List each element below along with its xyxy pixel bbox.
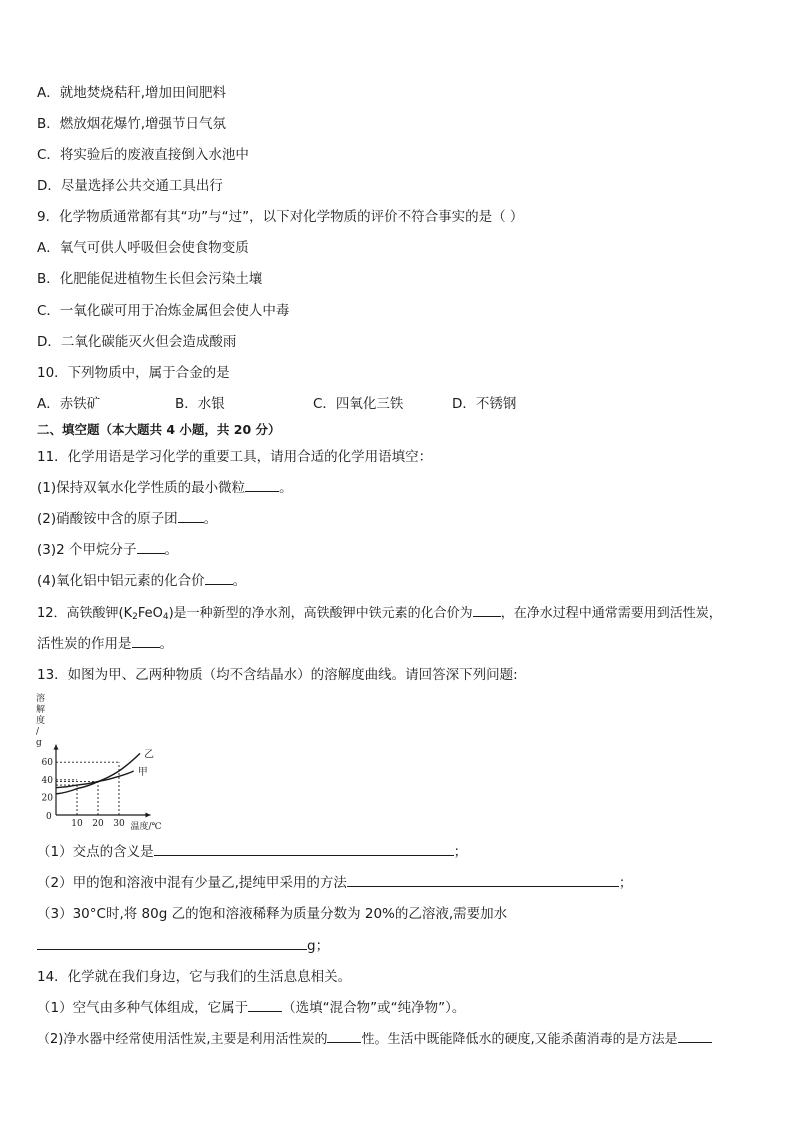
q14-part-2 bbox=[37, 1030, 712, 1049]
answer-blank[interactable] bbox=[132, 635, 160, 648]
q10-option-a: A．赤铁矿 bbox=[37, 396, 101, 412]
q11-part-3 bbox=[37, 541, 178, 559]
x-axis-label: 温度/℃ bbox=[130, 822, 162, 832]
q13-part-3-end: g； bbox=[307, 938, 330, 954]
answer-blank[interactable] bbox=[205, 572, 233, 585]
q10-option-c: C．四氧化三铁 bbox=[313, 396, 404, 412]
y-tick-label: 20 bbox=[41, 793, 53, 804]
q10-option-b: B．水银 bbox=[175, 396, 225, 412]
q11-part-4-text: (4)氧化铝中铝元素的化合价 bbox=[37, 573, 205, 589]
q13-part-2-end: ； bbox=[618, 875, 633, 891]
q12-text-2: FeO bbox=[137, 606, 163, 621]
y-axis-arrow bbox=[54, 745, 59, 750]
q12-line-2-end: 。 bbox=[159, 636, 173, 652]
answer-blank[interactable] bbox=[178, 510, 204, 523]
y-axis-label-char: 溶 bbox=[36, 694, 46, 704]
q9-stem: 9．化学物质通常都有其“功”与“过”，以下对化学物质的评价不符合事实的是（ ） bbox=[37, 209, 524, 225]
q11-part-1 bbox=[37, 479, 293, 497]
q13-part-1-text: （1）交点的含义是 bbox=[37, 844, 154, 860]
q14-part-1-rest: （选填“混合物”或“纯净物”）。 bbox=[282, 1000, 466, 1016]
q12-subscript-2: 4 bbox=[162, 612, 169, 622]
q9-option-a: A．氧气可供人呼吸但会使食物变质 bbox=[37, 240, 249, 256]
q10-option-d: D．不锈钢 bbox=[452, 396, 517, 412]
q14-part-2-rest: 性。生活中既能降低水的硬度,又能杀菌消毒的是方法是 bbox=[361, 1032, 678, 1047]
q12-line-2-text: 活性炭的作用是 bbox=[37, 636, 132, 652]
answer-blank[interactable] bbox=[137, 541, 165, 554]
origin-label: 0 bbox=[46, 812, 52, 822]
q11-part-1-end: 。 bbox=[279, 480, 293, 496]
q11-part-2-end: 。 bbox=[203, 511, 218, 527]
y-axis-label-char: / bbox=[36, 727, 40, 737]
q8-option-a: A．就地焚烧秸秆,增加田间肥料 bbox=[37, 85, 227, 101]
answer-blank[interactable] bbox=[37, 937, 307, 950]
answer-blank[interactable] bbox=[327, 1030, 361, 1043]
solubility-chart bbox=[32, 692, 192, 832]
q14-part-2-text: （2)净水器中经常使用活性炭,主要是利用活性炭的 bbox=[37, 1032, 328, 1047]
answer-blank[interactable] bbox=[347, 874, 619, 887]
q11-part-3-text: (3)2 个甲烷分子 bbox=[37, 542, 137, 558]
answer-blank[interactable] bbox=[678, 1030, 712, 1043]
q12-subscript-1: 2 bbox=[132, 612, 138, 622]
y-tick-label: 60 bbox=[41, 758, 53, 769]
x-tick-label: 10 bbox=[71, 819, 83, 829]
q12-text-1: 12．高铁酸钾(K bbox=[37, 606, 133, 621]
y-axis-label-char: g bbox=[36, 738, 42, 748]
series-line-jia bbox=[56, 771, 134, 788]
series-label-yi: 乙 bbox=[144, 749, 154, 761]
q13-stem: 13．如图为甲、乙两种物质（均不含结晶水）的溶解度曲线。请回答深下列问题: bbox=[37, 667, 518, 683]
q8-option-b: B．燃放烟花爆竹,增强节日气氛 bbox=[37, 116, 227, 132]
section-heading: 二、填空题（本大题共 4 小题，共 20 分） bbox=[37, 422, 281, 437]
y-axis-label-char: 度 bbox=[36, 716, 46, 726]
q13-part-3-answer bbox=[37, 937, 329, 955]
q13-part-1-end: ； bbox=[453, 844, 468, 860]
q11-part-2-text: (2)硝酸铵中含的原子团 bbox=[37, 511, 178, 527]
x-tick-label: 30 bbox=[113, 819, 125, 829]
q8-option-c: C．将实验后的废液直接倒入水池中 bbox=[37, 147, 249, 163]
answer-blank[interactable] bbox=[248, 999, 282, 1012]
q10-stem: 10．下列物质中，属于合金的是 bbox=[37, 365, 230, 381]
q11-part-3-end: 。 bbox=[164, 542, 179, 558]
q12-text-3: )是一种新型的净水剂，高铁酸钾中铁元素的化合价为 bbox=[168, 606, 473, 621]
q11-part-1-text: (1)保持双氧水化学性质的最小微粒 bbox=[37, 480, 246, 496]
y-axis-label-char: 解 bbox=[36, 705, 46, 715]
q11-part-4-end: 。 bbox=[232, 573, 247, 589]
q13-part-3: （3）30°C时,将 80g 乙的饱和溶液稀释为质量分数为 20%的乙溶液,需要加水 bbox=[37, 906, 508, 922]
q11-stem: 11．化学用语是学习化学的重要工具，请用合适的化学用语填空： bbox=[37, 449, 433, 465]
q8-option-d: D．尽量选择公共交通工具出行 bbox=[37, 178, 223, 194]
q12-line-2 bbox=[37, 635, 173, 653]
series-label-jia: 甲 bbox=[137, 767, 148, 778]
answer-blank[interactable] bbox=[245, 479, 279, 492]
x-axis-arrow bbox=[146, 813, 151, 818]
q14-part-1 bbox=[37, 999, 465, 1017]
q9-option-c: C．一氧化碳可用于冶炼金属但会使人中毒 bbox=[37, 303, 290, 319]
answer-blank[interactable] bbox=[154, 843, 454, 856]
q13-part-1 bbox=[37, 843, 467, 861]
q10-options bbox=[37, 395, 757, 413]
q12-text-4: ，在净水过程中通常需要用到活性炭， bbox=[500, 606, 722, 621]
q13-part-2-text: （2）甲的饱和溶液中混有少量乙,提纯甲采用的方法 bbox=[37, 875, 347, 891]
q13-part-2 bbox=[37, 874, 632, 892]
y-tick-label: 40 bbox=[41, 775, 53, 786]
q14-part-1-text: （1）空气由多种气体组成，它属于 bbox=[37, 1000, 249, 1016]
q9-option-d: D．二氧化碳能灭火但会造成酸雨 bbox=[37, 334, 237, 350]
q14-stem: 14．化学就在我们身边，它与我们的生活息息相关。 bbox=[37, 969, 352, 985]
x-tick-label: 20 bbox=[92, 819, 104, 829]
q11-part-4 bbox=[37, 572, 246, 590]
q12-line-1 bbox=[37, 604, 722, 626]
q9-option-b: B．化肥能促进植物生长但会污染土壤 bbox=[37, 271, 263, 287]
answer-blank[interactable] bbox=[473, 604, 501, 617]
q11-part-2 bbox=[37, 510, 217, 528]
